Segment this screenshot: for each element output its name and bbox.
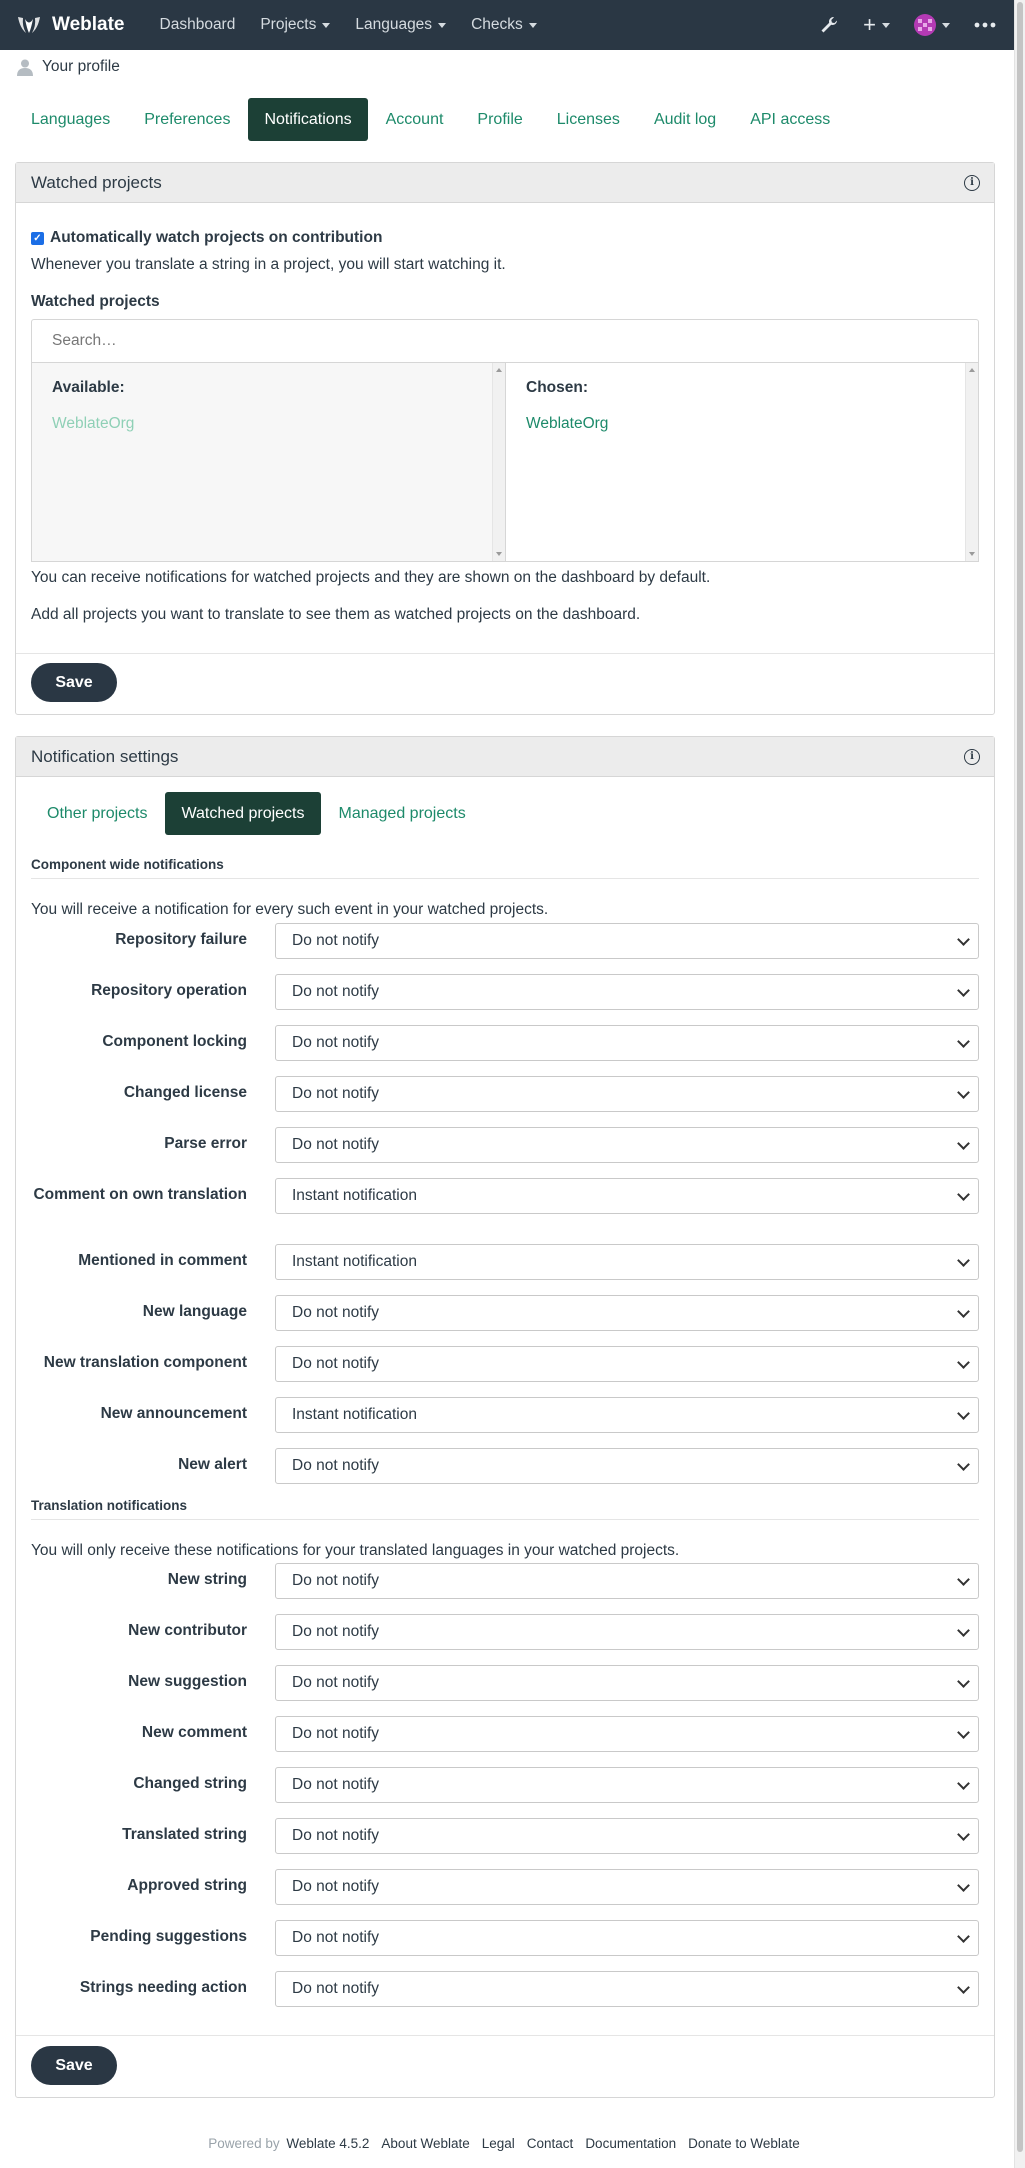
selected-value: Do not notify bbox=[292, 1725, 380, 1742]
plus-icon: + bbox=[863, 12, 876, 37]
tab-audit-log[interactable]: Audit log bbox=[653, 110, 717, 128]
notification-label: Mentioned in comment bbox=[78, 1252, 247, 1269]
auto-watch-help: Whenever you translate a string in a project, you will start watching it. bbox=[31, 256, 506, 273]
tab-preferences[interactable]: Preferences bbox=[144, 110, 231, 128]
tab-notifications[interactable]: Notifications bbox=[248, 98, 367, 141]
notification-select[interactable] bbox=[275, 974, 979, 1010]
chevron-down-icon bbox=[957, 1930, 970, 1943]
notification-select[interactable] bbox=[275, 1614, 979, 1650]
notification-select[interactable] bbox=[275, 1818, 979, 1854]
notification-label: New suggestion bbox=[128, 1673, 247, 1690]
chevron-down-icon bbox=[957, 1573, 970, 1586]
search-placeholder: Search… bbox=[52, 332, 117, 349]
selected-value: Instant notification bbox=[292, 1253, 417, 1270]
chevron-down-icon bbox=[957, 1137, 970, 1150]
chevron-down-icon bbox=[957, 1086, 970, 1099]
chevron-down-icon bbox=[957, 1458, 970, 1471]
chevron-down-icon bbox=[957, 1356, 970, 1369]
notification-select[interactable] bbox=[275, 1716, 979, 1752]
selected-value: Do not notify bbox=[292, 1136, 380, 1153]
tab-profile[interactable]: Profile bbox=[477, 110, 523, 128]
chevron-down-icon bbox=[957, 1407, 970, 1420]
brand-name: Weblate bbox=[52, 14, 125, 35]
notification-label: Comment on own translation bbox=[33, 1186, 247, 1203]
chevron-down-icon bbox=[957, 1254, 970, 1267]
translation-section-help: You will only receive these notifications for your translated languages in your watched projects. bbox=[31, 1542, 680, 1559]
notification-select[interactable] bbox=[275, 1397, 979, 1433]
tab-languages[interactable]: Languages bbox=[31, 110, 111, 128]
selected-value: Do not notify bbox=[292, 1878, 380, 1895]
notification-select[interactable] bbox=[275, 1767, 979, 1803]
footer-link-weblate-4-5-2[interactable]: Weblate 4.5.2 bbox=[286, 2136, 370, 2151]
auto-watch-checkbox-row[interactable] bbox=[31, 229, 382, 247]
chevron-down-icon bbox=[957, 1777, 970, 1790]
chevron-down-icon bbox=[957, 933, 970, 946]
notification-select[interactable] bbox=[275, 1076, 979, 1112]
notification-label: New alert bbox=[178, 1456, 247, 1473]
notification-select[interactable] bbox=[275, 1346, 979, 1382]
chevron-down-icon bbox=[957, 1624, 970, 1637]
selected-value: Do not notify bbox=[292, 1355, 380, 1372]
panel-heading bbox=[16, 737, 994, 777]
notification-select[interactable] bbox=[275, 1178, 979, 1214]
nav-link-checks[interactable] bbox=[471, 0, 537, 50]
footer-link-legal[interactable]: Legal bbox=[481, 2136, 515, 2151]
notification-label: New contributor bbox=[128, 1622, 247, 1639]
page-footer bbox=[0, 2136, 1014, 2151]
weblate-logo-icon bbox=[15, 14, 43, 36]
watched-help-1: You can receive notifications for watched projects and they are shown on the dashboard by default. bbox=[31, 569, 711, 586]
watched-projects-label: Watched projects bbox=[31, 293, 160, 310]
footer-link-documentation[interactable]: Documentation bbox=[585, 2136, 677, 2151]
chevron-down-icon bbox=[957, 1675, 970, 1688]
panel-title: Notification settings bbox=[31, 746, 179, 766]
chosen-item[interactable]: WeblateOrg bbox=[526, 415, 609, 432]
notification-label: Translated string bbox=[122, 1826, 247, 1843]
notification-scope-tabs bbox=[31, 792, 484, 835]
notification-select[interactable] bbox=[275, 1295, 979, 1331]
selected-value: Do not notify bbox=[292, 1929, 380, 1946]
notification-label: Strings needing action bbox=[79, 1979, 247, 1996]
nav-link-label: Dashboard bbox=[159, 16, 236, 33]
chevron-down-icon bbox=[957, 1879, 970, 1892]
chevron-down-icon bbox=[322, 23, 330, 28]
chevron-down-icon bbox=[957, 984, 970, 997]
chevron-down-icon bbox=[957, 1035, 970, 1048]
notification-label: Parse error bbox=[164, 1135, 247, 1152]
notification-select[interactable] bbox=[275, 1448, 979, 1484]
component-section-title: Component wide notifications bbox=[31, 857, 979, 879]
panel-title: Watched projects bbox=[31, 172, 162, 192]
tab-watched-projects[interactable]: Watched projects bbox=[165, 792, 320, 835]
notification-select[interactable] bbox=[275, 1127, 979, 1163]
nav-link-label: Projects bbox=[260, 16, 317, 33]
scrollbar[interactable] bbox=[965, 363, 978, 561]
brand[interactable] bbox=[15, 0, 125, 50]
chevron-down-icon bbox=[882, 23, 890, 28]
page-scrollbar[interactable] bbox=[1014, 0, 1025, 2168]
component-section-help: You will receive a notification for every such event in your watched projects. bbox=[31, 901, 549, 918]
notification-select[interactable] bbox=[275, 923, 979, 959]
selected-value: Do not notify bbox=[292, 1623, 380, 1640]
add-menu-button[interactable] bbox=[851, 0, 902, 50]
chevron-down-icon bbox=[957, 1305, 970, 1318]
notification-label: New comment bbox=[141, 1724, 247, 1741]
notification-label: New language bbox=[142, 1303, 247, 1320]
watched-help-2: Add all projects you want to translate to see them as watched projects on the dashboard. bbox=[31, 606, 641, 623]
nav-link-label: Checks bbox=[471, 16, 523, 33]
chosen-list[interactable] bbox=[505, 362, 979, 562]
notification-select[interactable] bbox=[275, 1244, 979, 1280]
tab-account[interactable]: Account bbox=[385, 110, 444, 128]
breadcrumb-label[interactable]: Your profile bbox=[42, 58, 120, 75]
profile-tabs bbox=[15, 98, 848, 141]
selected-value: Do not notify bbox=[292, 1674, 380, 1691]
save-button[interactable]: Save bbox=[31, 2046, 117, 2085]
powered-by-label: Powered by bbox=[208, 2136, 280, 2151]
notification-label: New translation component bbox=[43, 1354, 247, 1371]
wrench-icon[interactable] bbox=[807, 0, 851, 50]
chevron-down-icon bbox=[957, 1981, 970, 1994]
tab-api-access[interactable]: API access bbox=[750, 110, 831, 128]
available-item[interactable]: WeblateOrg bbox=[52, 415, 135, 432]
nav-link-label: Languages bbox=[355, 16, 433, 33]
selected-value: Do not notify bbox=[292, 983, 380, 1000]
chevron-down-icon bbox=[957, 1828, 970, 1841]
selected-value: Do not notify bbox=[292, 1827, 380, 1844]
nav-link-dashboard[interactable] bbox=[160, 0, 236, 50]
available-label: Available: bbox=[52, 379, 125, 396]
notification-select[interactable] bbox=[275, 1665, 979, 1701]
auto-watch-label: Automatically watch projects on contribution bbox=[50, 229, 383, 246]
tab-managed-projects[interactable]: Managed projects bbox=[338, 804, 466, 822]
tab-licenses[interactable]: Licenses bbox=[556, 110, 620, 128]
watched-projects-panel bbox=[15, 162, 995, 715]
notification-label: New announcement bbox=[100, 1405, 247, 1422]
chevron-down-icon bbox=[942, 23, 950, 28]
notification-label: Repository failure bbox=[115, 931, 247, 948]
chevron-down-icon bbox=[529, 23, 537, 28]
notification-select[interactable] bbox=[275, 1920, 979, 1956]
selected-value: Do not notify bbox=[292, 932, 380, 949]
notification-select[interactable] bbox=[275, 1563, 979, 1599]
info-icon[interactable]: i bbox=[964, 749, 980, 765]
top-navbar bbox=[0, 0, 1014, 50]
notification-label: Approved string bbox=[127, 1877, 247, 1894]
avatar-icon bbox=[914, 14, 936, 36]
user-icon bbox=[16, 58, 34, 76]
tab-other-projects[interactable]: Other projects bbox=[47, 804, 148, 822]
auto-watch-checkbox[interactable]: ✓ bbox=[31, 232, 44, 245]
nav-link-projects[interactable] bbox=[260, 0, 330, 50]
selected-value: Instant notification bbox=[292, 1406, 417, 1423]
panel-heading bbox=[16, 163, 994, 203]
user-menu-button[interactable] bbox=[902, 0, 962, 50]
selected-value: Do not notify bbox=[292, 1776, 380, 1793]
available-list[interactable] bbox=[31, 362, 506, 562]
chevron-down-icon bbox=[957, 1726, 970, 1739]
project-search-input[interactable] bbox=[31, 319, 979, 363]
notification-label: Component locking bbox=[102, 1033, 247, 1050]
selected-value: Do not notify bbox=[292, 1457, 380, 1474]
notification-label: Repository operation bbox=[91, 982, 247, 999]
chevron-down-icon bbox=[957, 1188, 970, 1201]
breadcrumb bbox=[16, 58, 120, 76]
translation-section-title: Translation notifications bbox=[31, 1498, 979, 1520]
nav-link-languages[interactable] bbox=[355, 0, 446, 50]
notification-label: Pending suggestions bbox=[90, 1928, 247, 1945]
selected-value: Do not notify bbox=[292, 1980, 380, 1997]
notification-label: Changed license bbox=[123, 1084, 247, 1101]
more-icon[interactable] bbox=[962, 0, 1014, 50]
notification-label: New string bbox=[167, 1571, 247, 1588]
selected-value: Do not notify bbox=[292, 1034, 380, 1051]
notification-label: Changed string bbox=[133, 1775, 247, 1792]
chosen-label: Chosen: bbox=[526, 379, 588, 396]
selected-value: Instant notification bbox=[292, 1187, 417, 1204]
notification-select[interactable] bbox=[275, 1971, 979, 2007]
save-button[interactable]: Save bbox=[31, 663, 117, 702]
selected-value: Do not notify bbox=[292, 1304, 380, 1321]
notification-settings-panel bbox=[15, 736, 995, 2098]
footer-link-contact[interactable]: Contact bbox=[526, 2136, 574, 2151]
footer-link-donate-to-weblate[interactable]: Donate to Weblate bbox=[688, 2136, 800, 2151]
chevron-down-icon bbox=[438, 23, 446, 28]
notification-select[interactable] bbox=[275, 1869, 979, 1905]
info-icon[interactable]: i bbox=[964, 175, 980, 191]
selected-value: Do not notify bbox=[292, 1572, 380, 1589]
scrollbar[interactable] bbox=[492, 363, 505, 561]
notification-select[interactable] bbox=[275, 1025, 979, 1061]
footer-link-about-weblate[interactable]: About Weblate bbox=[381, 2136, 470, 2151]
selected-value: Do not notify bbox=[292, 1085, 380, 1102]
